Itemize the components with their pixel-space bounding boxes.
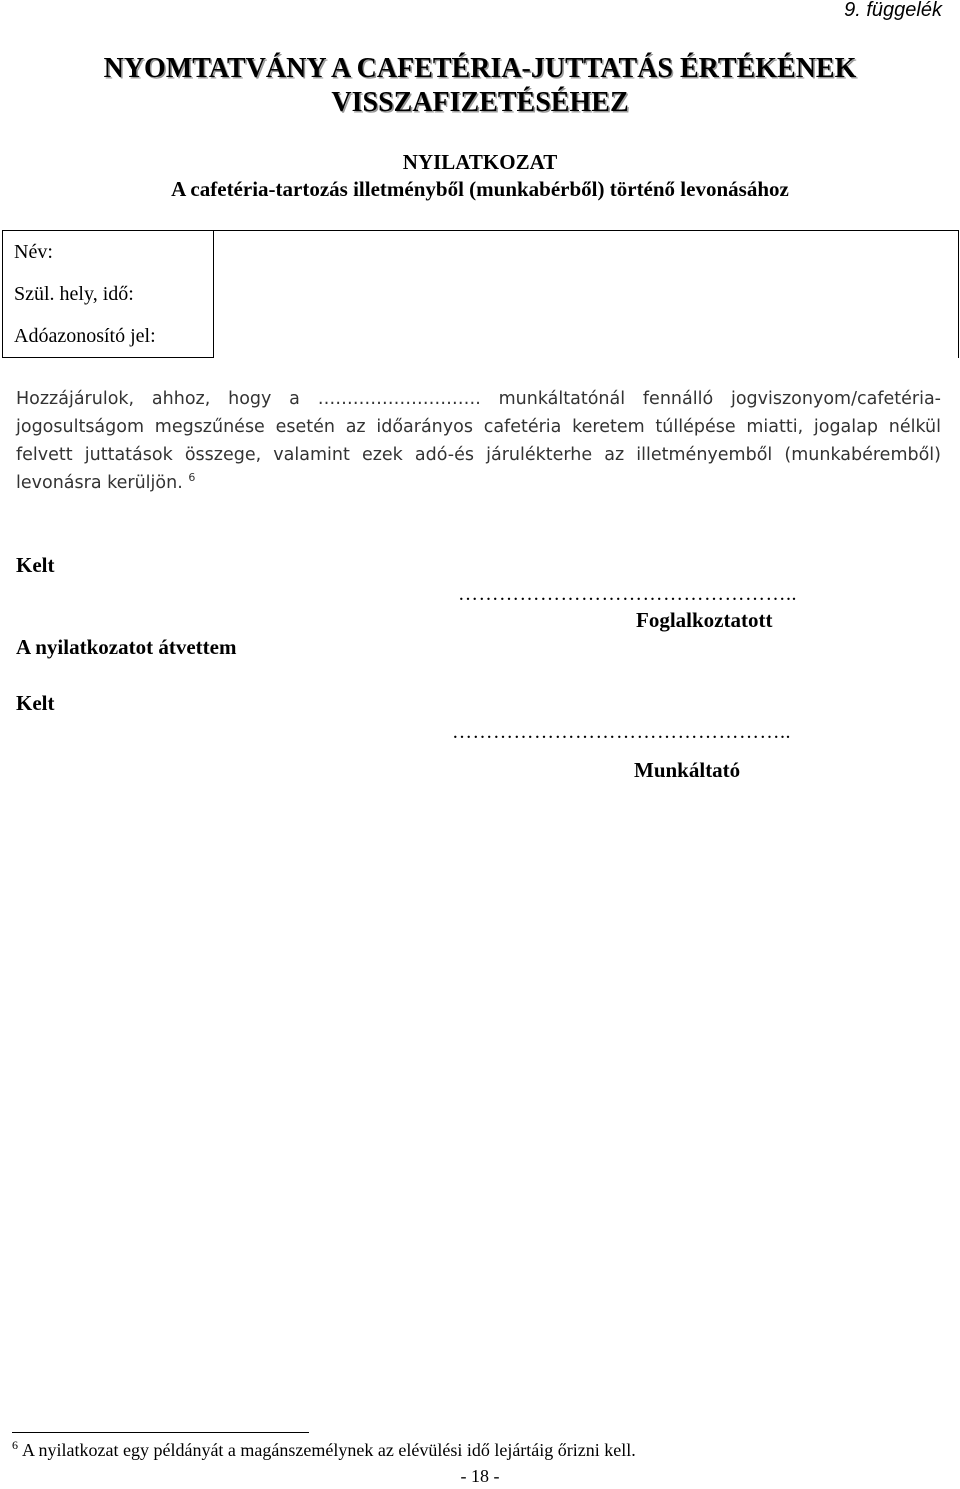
footnote-reference: 6 — [188, 471, 196, 485]
employee-signature-line: ………………………………………….. — [458, 583, 797, 605]
form-title — [0, 52, 960, 120]
employer-signature-line: ………………………………………….. — [452, 721, 791, 743]
page-number: - 18 - — [460, 1466, 500, 1486]
received-label: A nyilatkozatot átvettem — [16, 635, 237, 659]
footnote — [12, 1440, 636, 1461]
footnote-divider — [12, 1432, 309, 1433]
tax-id-label: Adóazonosító jel: — [3, 315, 214, 358]
kelt-label-employee: Kelt — [16, 553, 55, 577]
employer-signature-label: Munkáltató — [634, 758, 741, 782]
footnote-number: 6 — [12, 1438, 18, 1452]
name-label: Név: — [3, 231, 214, 274]
birth-place-date-label: Szül. hely, idő: — [3, 273, 214, 315]
form-title-line-1: NYOMTATVÁNY A CAFETÉRIA-JUTTATÁS ÉRTÉKÉNEK — [103, 53, 857, 84]
consent-text: Hozzájárulok, ahhoz, hogy a ………………………. munkáltatónál fennálló jogviszonyom/cafetéria-jogosultságom megszűnése esetén az időarányos cafetéria keretem túllépése miatti, jogalap nélkül felvett juttatások összege, valamint ezek adó-és járulékterhe az illetményemből (munkabéremből) levonásra kerüljön. — [16, 389, 941, 493]
consent-paragraph — [16, 385, 941, 497]
personal-data-table — [2, 230, 959, 358]
declaration-subheading: A cafetéria-tartozás illetményből (munkabérből) történő levonásához — [171, 177, 789, 201]
footnote-text: A nyilatkozat egy példányát a magánszemélynek az elévülési idő lejártáig őrizni kell. — [22, 1440, 636, 1460]
personal-data-value-field[interactable] — [214, 231, 959, 358]
declaration-heading: NYILATKOZAT — [402, 150, 558, 174]
annex-label: 9. függelék — [844, 0, 942, 21]
kelt-label-employer: Kelt — [16, 691, 55, 715]
employee-signature-label: Foglalkoztatott — [636, 608, 773, 632]
form-title-line-2: VISSZAFIZETÉSÉHEZ — [331, 87, 629, 118]
table-row — [3, 231, 959, 274]
